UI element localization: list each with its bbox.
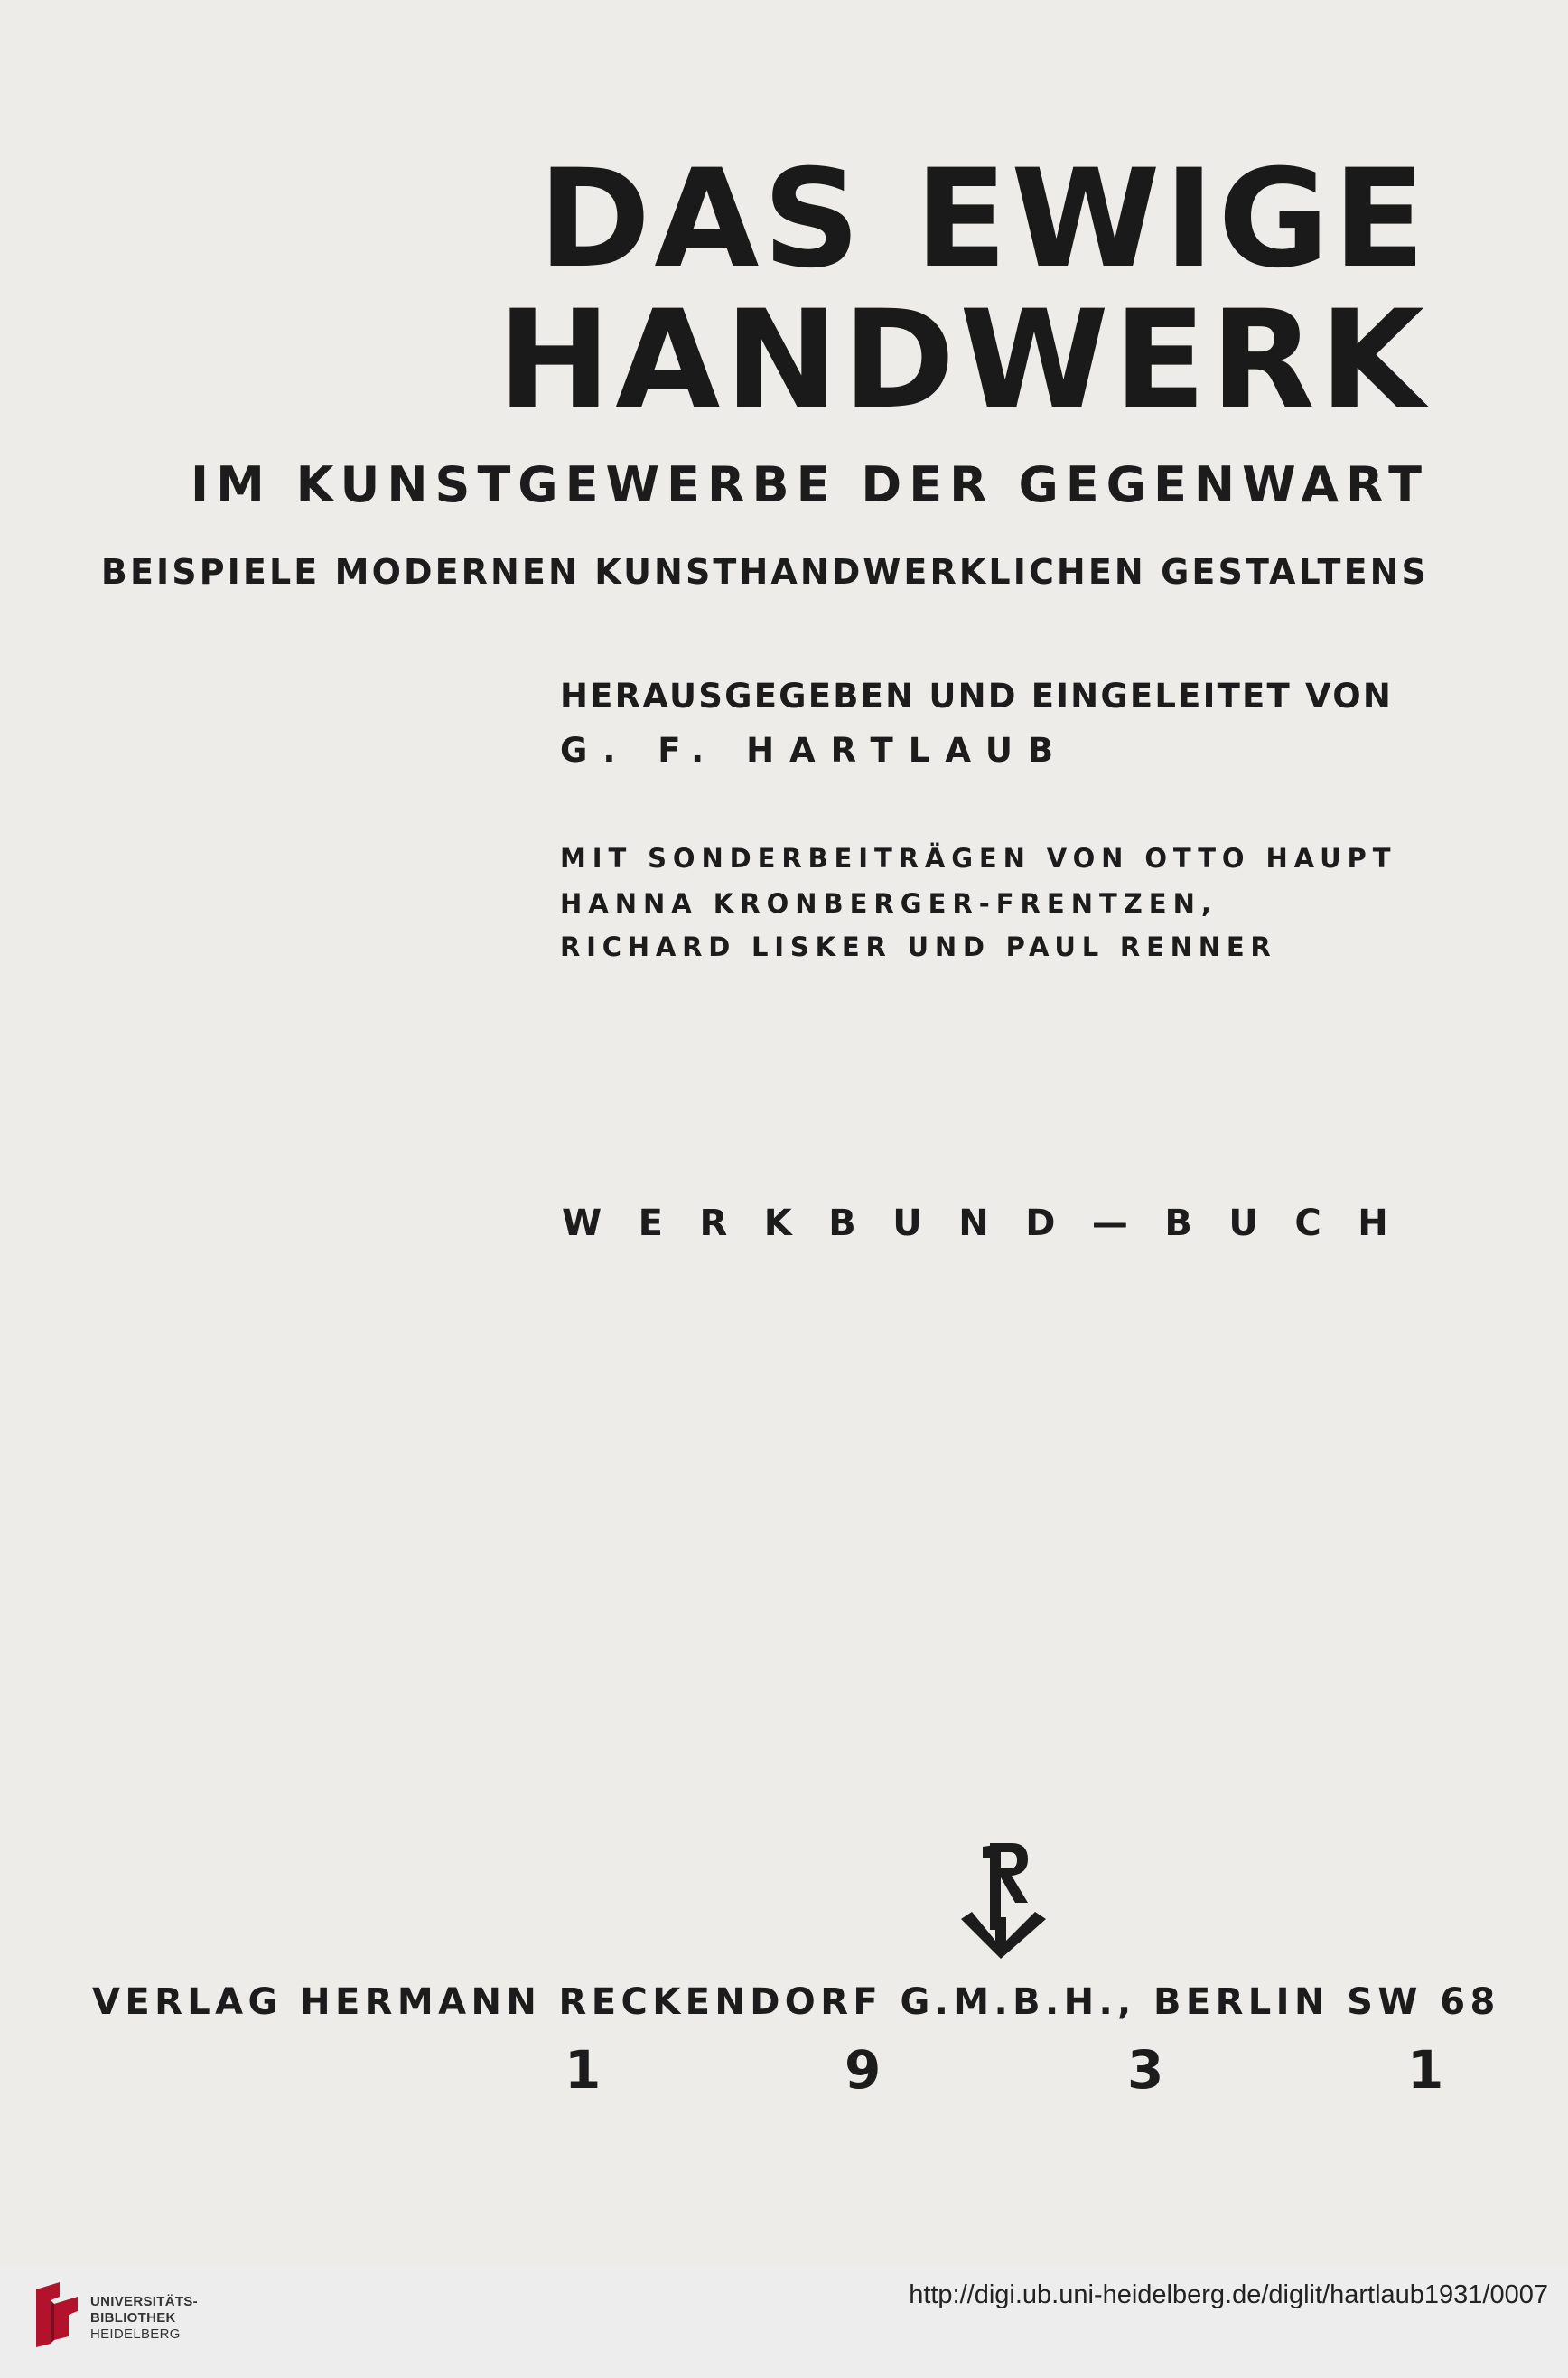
editor-name: G. F. HARTLAUB	[560, 731, 1069, 770]
contributors-line-3: RICHARD LISKER UND PAUL RENNER	[560, 932, 1277, 962]
editor-label: HERAUSGEGEBEN UND EINGELEITET VON	[560, 677, 1394, 716]
library-name-line-2: BIBLIOTHEK	[90, 2310, 176, 2326]
contributors-line-1: MIT SONDERBEITRÄGEN VON OTTO HAUPT	[560, 843, 1397, 874]
publisher-logo-icon	[956, 1840, 1051, 1961]
university-library-logo-icon	[33, 2280, 81, 2349]
year-digit-2: 9	[845, 2039, 882, 2101]
book-subtitle: IM KUNSTGEWERBE DER GEGENWART	[190, 456, 1429, 513]
series-name: WERKBUND—BUCH	[562, 1203, 1425, 1244]
library-name-line-3: HEIDELBERG	[90, 2327, 181, 2342]
book-title-line-1: DAS EWIGE	[537, 141, 1429, 298]
book-title-line-2: HANDWERK	[497, 282, 1429, 439]
year-digit-4: 1	[1407, 2039, 1444, 2101]
publisher-line: VERLAG HERMANN RECKENDORF G.M.B.H., BERLIN SW 68	[92, 1981, 1500, 2023]
year-digit-3: 3	[1127, 2039, 1164, 2101]
source-url-link[interactable]: http://digi.ub.uni-heidelberg.de/diglit/hartlaub1931/0007	[909, 2280, 1548, 2309]
book-subtitle-secondary: BEISPIELE MODERNEN KUNSTHANDWERKLICHEN GESTALTENS	[100, 552, 1429, 592]
year-digit-1: 1	[565, 2039, 602, 2101]
library-name-line-1: UNIVERSITÄTS-	[90, 2294, 198, 2309]
contributors-line-2: HANNA KRONBERGER-FRENTZEN,	[560, 888, 1218, 919]
